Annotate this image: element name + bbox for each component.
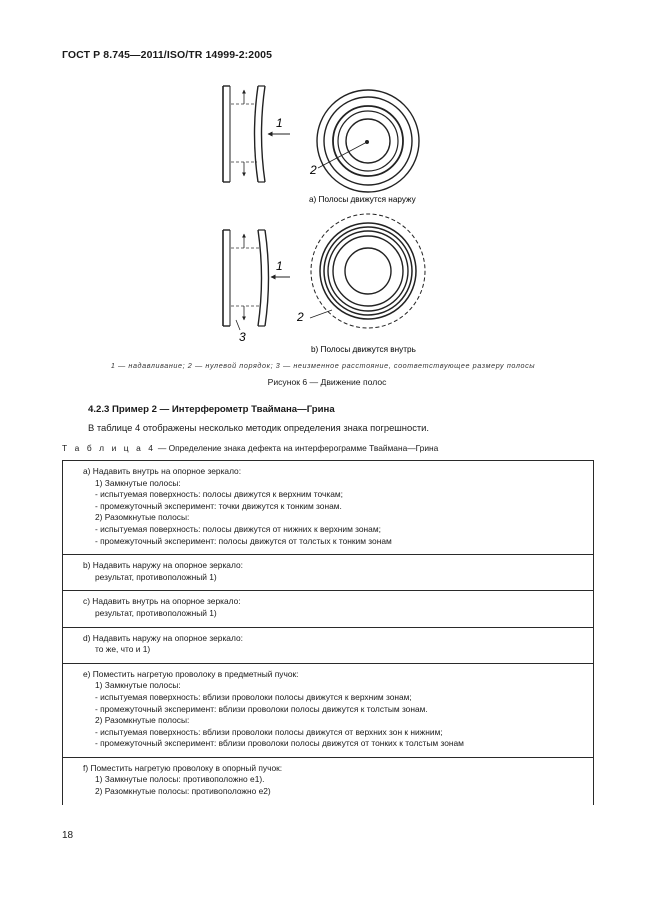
row-line: 2) Разомкнутые полосы: противоположно е2): [95, 786, 271, 797]
table-cell: [63, 591, 594, 627]
plates-a: [223, 86, 290, 182]
sign-determination-table: [62, 460, 594, 805]
label-1-a: 1: [276, 116, 283, 130]
table-row: [63, 663, 594, 757]
table-title-label: Т а б л и ц а 4: [62, 443, 156, 453]
row-line: результат, противоположный 1): [95, 571, 217, 582]
row-line: b) Надавить наружу на опорное зеркало:: [83, 560, 243, 571]
figure-6-diagram: [0, 0, 646, 360]
table-row: [63, 591, 594, 627]
paragraph: В таблице 4 отображены несколько методик определения знака погрешности.: [88, 422, 430, 433]
figure-legend: 1 — надавливание; 2 — нулевой порядок; 3 — неизменное расстояние, соответствующее размеру полосы: [110, 361, 536, 370]
row-line: 2) Разомкнутые полосы:: [95, 715, 190, 726]
table-row: [63, 627, 594, 663]
row-line: - испытуемая поверхность: полосы движутся к верхним точкам;: [95, 489, 343, 500]
table-cell: [63, 757, 594, 804]
row-line: - промежуточный эксперимент: вблизи проволоки полосы движутся к толстым зонам.: [95, 703, 428, 714]
table-cell: [63, 555, 594, 591]
plates-b: [223, 230, 290, 330]
figure-title: Рисунок 6 — Движение полос: [267, 377, 387, 387]
table-cell: [63, 663, 594, 757]
row-line: 2) Разомкнутые полосы:: [95, 512, 190, 523]
table-row: [63, 757, 594, 804]
label-2-b: 2: [297, 310, 304, 324]
row-line: d) Надавить наружу на опорное зеркало:: [83, 632, 243, 643]
row-line: 1) Замкнутые полосы:: [95, 477, 181, 488]
section-heading: 4.2.3 Пример 2 — Интерферометр Тваймана—Грина: [88, 404, 335, 415]
row-line: е) Поместить нагретую проволоку в предметный пучок:: [83, 668, 299, 679]
fringes-a: [317, 90, 419, 192]
table-title: [62, 443, 438, 453]
row-line: - промежуточный эксперимент: вблизи проволоки полосы движутся от тонких к толстым зонам: [95, 738, 464, 749]
row-line: с) Надавить внутрь на опорное зеркало:: [83, 596, 241, 607]
row-line: - промежуточный эксперимент: точки движутся к тонким зонам.: [95, 500, 342, 511]
document-header: ГОСТ Р 8.745—2011/ISO/TR 14999-2:2005: [62, 49, 273, 61]
row-line: - испытуемая поверхность: полосы движутся от нижних к верхним зонам;: [95, 523, 381, 534]
fringes-b: [310, 214, 425, 328]
row-line: - испытуемая поверхность: вблизи проволоки полосы движутся к верхним зонам;: [95, 691, 412, 702]
table-cell: [63, 627, 594, 663]
row-line: а) Надавить внутрь на опорное зеркало:: [83, 466, 242, 476]
label-2-a: 2: [310, 163, 317, 177]
row-line: - испытуемая поверхность: вблизи проволоки полосы движутся от верхних зон к нижним;: [95, 726, 443, 737]
label-3-b: 3: [239, 330, 246, 344]
row-line: 1) Замкнутые полосы:: [95, 680, 181, 691]
table-row: [63, 461, 594, 555]
row-line: то же, что и 1): [95, 644, 151, 655]
table-cell: [63, 461, 594, 555]
row-line: f) Поместить нагретую проволоку в опорный пучок:: [83, 762, 283, 773]
page-number: 18: [62, 830, 74, 841]
row-line: - промежуточный эксперимент: полосы движутся от толстых к тонким зонам: [95, 535, 392, 546]
table-title-text: — Определение знака дефекта на интерферограмме Тваймана—Грина: [155, 443, 439, 453]
label-1-b: 1: [276, 259, 283, 273]
caption-a: а) Полосы движутся наружу: [309, 195, 416, 204]
row-line: результат, противоположный 1): [95, 607, 217, 618]
row-line: 1) Замкнутые полосы: противоположно е1).: [95, 774, 265, 785]
table-row: [63, 555, 594, 591]
caption-b: b) Полосы движутся внутрь: [311, 345, 416, 354]
